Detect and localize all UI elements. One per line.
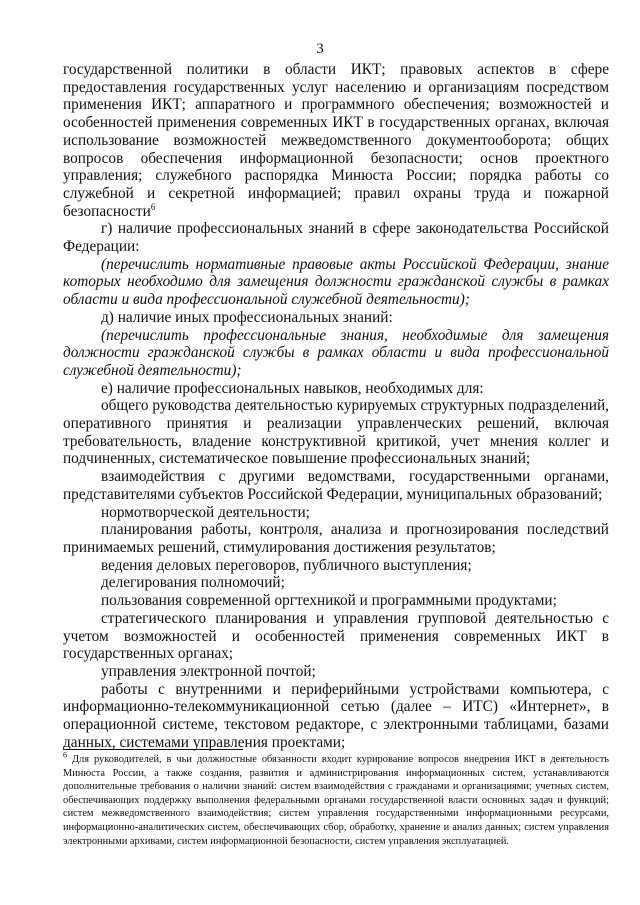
footnote-reference: 6 bbox=[150, 201, 156, 212]
paragraph-text: государственной политики в области ИКТ; правовых аспектов в сфере предоставления государственных услуг населению и организациям посредством применения ИКТ; аппаратного и программного обеспечения; возможностей и особенностей применения современных ИКТ в государственных органах, включая использование возможностей межведомственного документооборота; общих вопросов обеспечения информационной безопасности; основ проектного управления; служебного распорядка Минюста России; порядка работы со служебной и секретной информацией; правил охраны труда и пожарной безопасности bbox=[63, 61, 609, 220]
footnote bbox=[63, 750, 609, 848]
paragraph-item-g: г) наличие профессиональных знаний в сфере законодательства Российской Федерации: bbox=[63, 220, 609, 256]
paragraph-skill-management: общего руководства деятельностью курируемых структурных подразделений, оперативного принятия и реализации управленческих решений, включая требовательность, владение конструктивной критикой, учет мнения коллег и подчиненных, систематическое повышение профессиональных знаний; bbox=[63, 397, 609, 468]
paragraph-instruction-legal-acts: (перечислить нормативные правовые акты Российской Федерации, знание которых необходимо для замещения должности гражданской службы в рамках области и вида профессиональной служебной деятельности); bbox=[63, 255, 609, 309]
page-number: 3 bbox=[316, 41, 324, 57]
footnote-text: Для руководителей, в чьи должностные обязанности входит курирование вопросов внедрения ИКТ в деятельность Минюста России, а также создания, развития и администрирования информационных систем, устанавливаются дополнительные требования о наличии знаний: систем взаимодействия с гражданами и организациями; учетных систем, обеспечивающих поддержку выполнения федеральными органами государственной власти основных задач и функций; систем межведомственного взаимодействия; систем управления государственными информационными ресурсами, информационно-аналитических систем, обеспечивающих сбор, обработку, хранение и анализ данных; систем управления электронными архивами, систем информационной безопасности, систем управления эксплуатацией. bbox=[63, 754, 609, 847]
paragraph-instruction-other-knowledge: (перечислить профессиональные знания, необходимые для замещения должности гражданской службы в рамках области и вида профессиональной служебной деятельности); bbox=[63, 326, 609, 379]
paragraph-knowledge-areas bbox=[63, 61, 609, 220]
paragraph-skill-negotiation: ведения деловых переговоров, публичного выступления; bbox=[101, 556, 472, 574]
paragraph-skill-interaction: взаимодействия с другими ведомствами, государственными органами, представителями субъектов Российской Федерации, муниципальных образований; bbox=[63, 468, 609, 503]
paragraph-item-d: д) наличие иных профессиональных знаний: bbox=[101, 308, 393, 326]
paragraph-skill-strategic-planning: стратегического планирования и управления групповой деятельностью с учетом возможностей и особенностей применения современных ИКТ в государственных органах; bbox=[63, 609, 609, 663]
footnote-divider bbox=[63, 749, 243, 750]
paragraph-skill-computer: работы с внутренними и периферийными устройствами компьютера, с информационно-телекоммуникационной сетью (далее – ИТС) «Интернет», в операционной системе, текстовом редакторе, с электронными таблицами, базами данных, системами управления проектами; bbox=[63, 680, 609, 751]
paragraph-skill-planning: планирования работы, контроля, анализа и прогнозирования последствий принимаемых решений, стимулирования достижения результатов; bbox=[63, 521, 609, 556]
document-body bbox=[63, 61, 609, 751]
paragraph-skill-office-equipment: пользования современной оргтехникой и программными продуктами; bbox=[101, 592, 557, 610]
paragraph-item-e: е) наличие профессиональных навыков, необходимых для: bbox=[101, 379, 484, 397]
footnote-mark: 6 bbox=[63, 750, 67, 760]
paragraph-skill-email: управления электронной почтой; bbox=[101, 662, 316, 680]
paragraph-skill-delegation: делегирования полномочий; bbox=[101, 574, 285, 592]
footnote-paragraph bbox=[63, 750, 609, 848]
paragraph-skill-rulemaking: нормотворческой деятельности; bbox=[101, 503, 310, 521]
